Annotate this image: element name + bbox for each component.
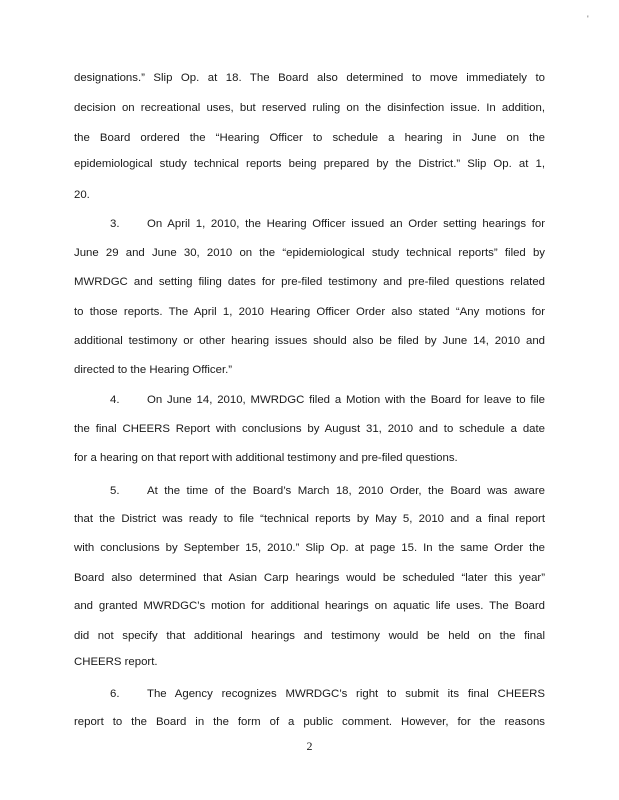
text-line: On April 1, 2010, the Hearing Officer issued an Order setting hearings for bbox=[147, 218, 545, 230]
paragraph-number: 4. bbox=[110, 394, 120, 406]
text-line: CHEERS report. bbox=[74, 656, 158, 668]
text-line: decision on recreational uses, but reserved ruling on the disinfection issue. In addition, bbox=[74, 102, 545, 114]
text-line: the final CHEERS Report with conclusions by August 31, 2010 and to schedule a date bbox=[74, 423, 545, 435]
text-line: with conclusions by September 15, 2010.” Slip Op. at page 15. In the same Order the bbox=[74, 542, 545, 554]
text-line: additional testimony or other hearing issues should also be filed by June 14, 2010 and bbox=[74, 335, 545, 347]
text-line: MWRDGC and setting filing dates for pre-filed testimony and pre-filed questions related bbox=[74, 276, 545, 288]
text-line: report to the Board in the form of a public comment. However, for the reasons bbox=[74, 716, 545, 728]
text-line: did not specify that additional hearings and testimony would be held on the final bbox=[74, 630, 545, 642]
page-number: 2 bbox=[306, 739, 313, 753]
text-line: that the District was ready to file “technical reports by May 5, 2010 and a final report bbox=[74, 513, 545, 525]
stray-mark: ' bbox=[587, 14, 589, 24]
text-line: and granted MWRDGC’s motion for additional hearings on aquatic life uses. The Board bbox=[74, 600, 545, 612]
text-line: 20. bbox=[74, 189, 90, 201]
text-line: epidemiological study technical reports being prepared by the District.” Slip Op. at 1, bbox=[74, 158, 545, 170]
text-line: June 29 and June 30, 2010 on the “epidemiological study technical reports” filed by bbox=[74, 247, 545, 259]
paragraph-number: 3. bbox=[110, 218, 120, 230]
text-line: The Agency recognizes MWRDGC’s right to submit its final CHEERS bbox=[147, 688, 545, 700]
text-line: for a hearing on that report with additional testimony and pre-filed questions. bbox=[74, 452, 458, 464]
paragraph-number: 5. bbox=[110, 485, 120, 497]
text-line: the Board ordered the “Hearing Officer to schedule a hearing in June on the bbox=[74, 132, 545, 144]
text-line: On June 14, 2010, MWRDGC filed a Motion with the Board for leave to file bbox=[147, 394, 545, 406]
paragraph-number: 6. bbox=[110, 688, 120, 700]
text-line: designations.” Slip Op. at 18. The Board also determined to move immediately to bbox=[74, 72, 545, 84]
text-line: to those reports. The April 1, 2010 Hearing Officer Order also stated “Any motions for bbox=[74, 306, 545, 318]
text-line: directed to the Hearing Officer.” bbox=[74, 364, 233, 376]
text-line: At the time of the Board’s March 18, 2010 Order, the Board was aware bbox=[147, 485, 545, 497]
text-line: Board also determined that Asian Carp hearings would be scheduled “later this year” bbox=[74, 572, 545, 584]
